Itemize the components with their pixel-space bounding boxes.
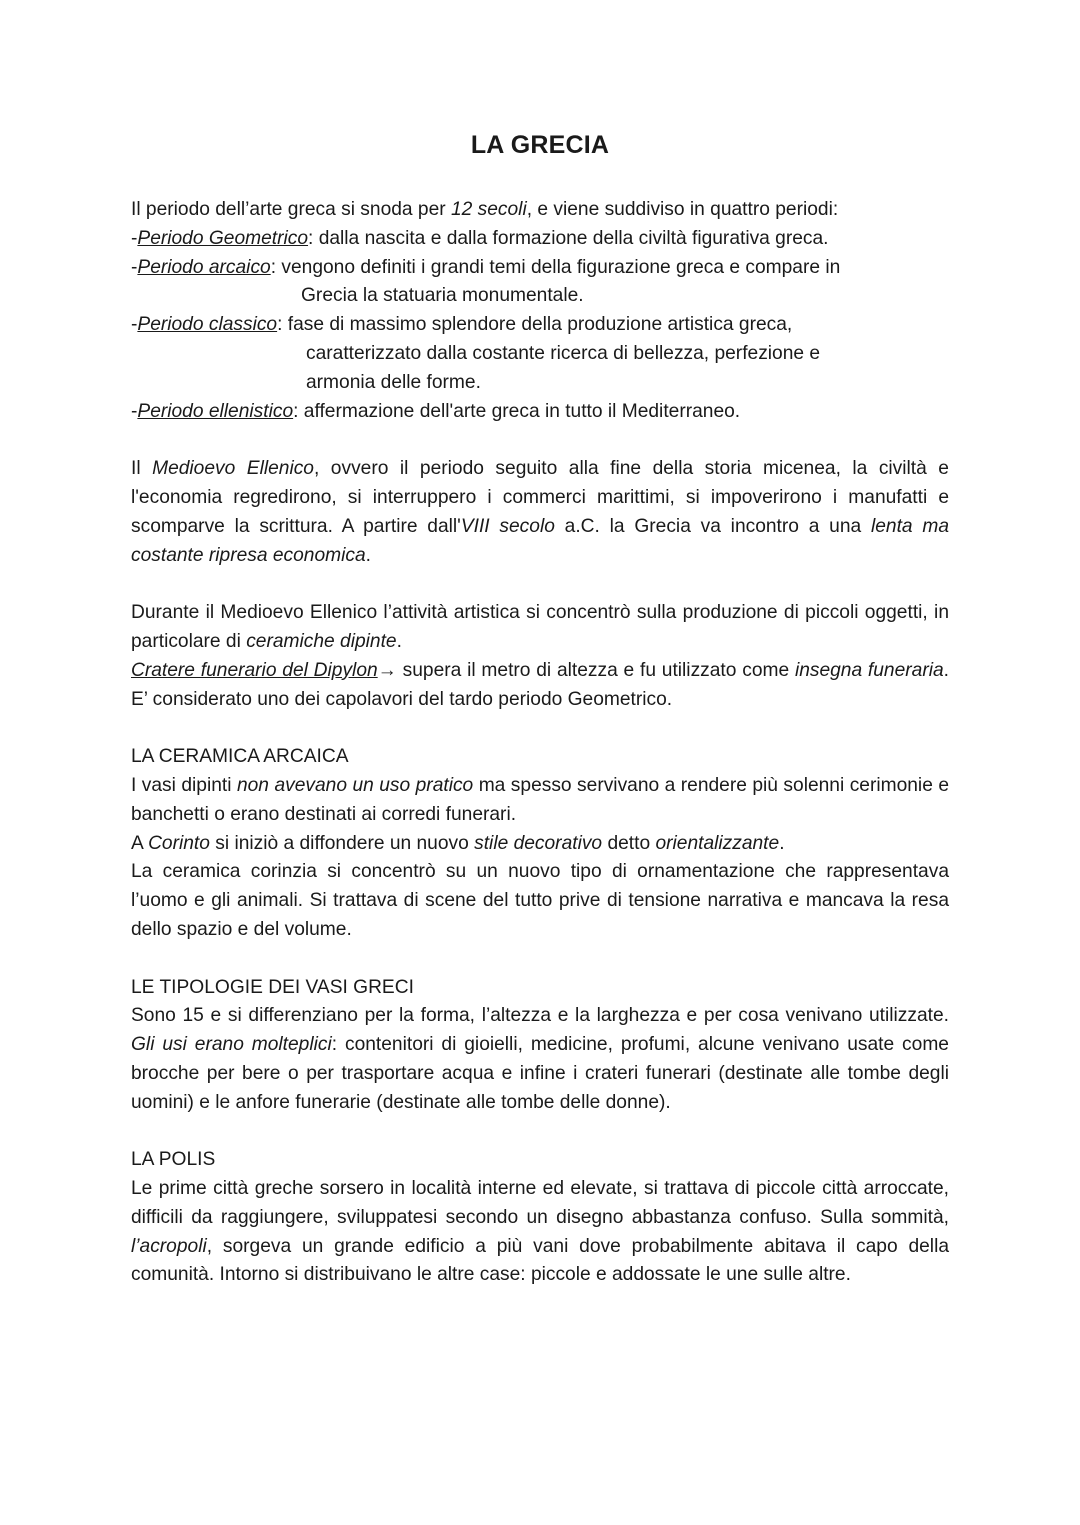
ceramiche-paragraph: Durante il Medioevo Ellenico l’attività artistica si concentrò sulla produzione di piccoli oggetti, in particolare di ceramiche dipinte. (131, 602, 949, 652)
emphasis-text: l’acropoli (131, 1235, 207, 1257)
period-item-classico: -Periodo classico: fase di massimo splendore della produzione artistica greca, (131, 314, 793, 336)
emphasis-text: VIII secolo (460, 515, 555, 537)
ceramica-arcaica-paragraph-3: La ceramica corinzia si concentrò su un nuovo tipo di ornamentazione che rappresentava l’uomo e gli animali. Si trattava di scene del tutto prive di tensione narrativa e mancava la resa dello spazio e del volume. (131, 861, 949, 940)
emphasis-text: Medioevo Ellenico (152, 458, 314, 480)
emphasis-text: non avevano un uso pratico (236, 774, 474, 796)
emphasis-text: ceramiche dipinte (246, 630, 397, 652)
period-item-ellenistico: -Periodo ellenistico: affermazione dell'arte greca in tutto il Mediterraneo. (131, 400, 741, 422)
cratere-paragraph: Cratere funerario del Dipylon→ supera il metro di altezza e fu utilizzato come insegna funeraria. E’ considerato uno dei capolavori del tardo periodo Geometrico. (131, 659, 950, 710)
period-name: Periodo Geometrico (137, 227, 309, 249)
period-item-arcaico-continuation: Grecia la statuaria monumentale. (301, 285, 584, 307)
section-heading-polis: LA POLIS (131, 1149, 216, 1171)
ceramica-arcaica-paragraph-1: I vasi dipinti non avevano un uso pratico ma spesso servivano a rendere più solenni cerimonie e banchetti o erano destinati ai corredi funerari. (131, 774, 949, 825)
intro-line: Il periodo dell’arte greca si snoda per 12 secoli, e viene suddiviso in quattro periodi: (131, 199, 839, 220)
medioevo-paragraph: Il Medioevo Ellenico, ovvero il periodo seguito alla fine della storia micenea, la civiltà e l'economia regredirono, si interruppero i commerci marittimi, si impoverirono i manufatti e scomparve la scrittura. A partire dall'VIII secolo a.C. la Grecia va incontro a una lenta ma costante ripresa economica. (131, 458, 950, 566)
polis-paragraph: Le prime città greche sorsero in località interne ed elevate, si trattava di piccole città arroccate, difficili da raggiungere, sviluppatesi secondo un disegno abbastanza confuso. Sulla sommità, l’acropoli, sorgeva un grande edificio a più vani dove probabilmente abitava il capo della comunità. Intorno si distribuivano le altre case: piccole e addossate le une sulle altre. (131, 1178, 949, 1286)
period-item-classico-continuation: caratterizzato dalla costante ricerca di bellezza, perfezione e (306, 342, 821, 364)
page-title: LA GRECIA (470, 131, 610, 159)
period-name: Periodo arcaico (137, 256, 271, 278)
period-item-arcaico: -Periodo arcaico: vengono definiti i grandi temi della figurazione greca e compare in (131, 256, 841, 278)
document-page (131, 128, 949, 1290)
period-item-geometrico: -Periodo Geometrico: dalla nascita e dalla formazione della civiltà figurativa greca. (131, 227, 829, 249)
section-heading-tipologie: LE TIPOLOGIE DEI VASI GRECI (131, 976, 414, 998)
emphasis-text: Corinto (148, 832, 210, 854)
emphasis-text: 12 secoli (450, 199, 527, 220)
intro-paragraph (131, 196, 949, 426)
section-heading-ceramica-arcaica: LA CERAMICA ARCAICA (131, 746, 349, 768)
period-name: Periodo classico (137, 314, 278, 336)
tipologie-paragraph: Sono 15 e si differenziano per la forma, l’altezza e la larghezza e per cosa venivano utilizzate. Gli usi erano molteplici: contenitori di gioielli, medicine, profumi, alcune venivano usate come brocche per bere o per trasportare acqua e infine i crateri funerari (destinate alle tombe degli uomini) e le anfore funerarie (destinate alle tombe delle donne). (131, 1005, 949, 1113)
emphasis-text: stile decorativo (474, 832, 603, 854)
emphasis-text: Gli usi erano molteplici (131, 1034, 332, 1056)
emphasis-text: insegna funeraria (794, 659, 944, 681)
cratere-name: Cratere funerario del Dipylon (131, 659, 378, 681)
emphasis-text: orientalizzante (655, 832, 780, 854)
period-name: Periodo ellenistico (137, 400, 294, 422)
emphasis-text: lenta ma costante ripresa economica (131, 515, 950, 566)
period-item-classico-continuation: armonia delle forme. (306, 371, 481, 393)
ceramica-arcaica-paragraph-2: A Corinto si iniziò a diffondere un nuovo stile decorativo detto orientalizzante. (131, 832, 785, 854)
